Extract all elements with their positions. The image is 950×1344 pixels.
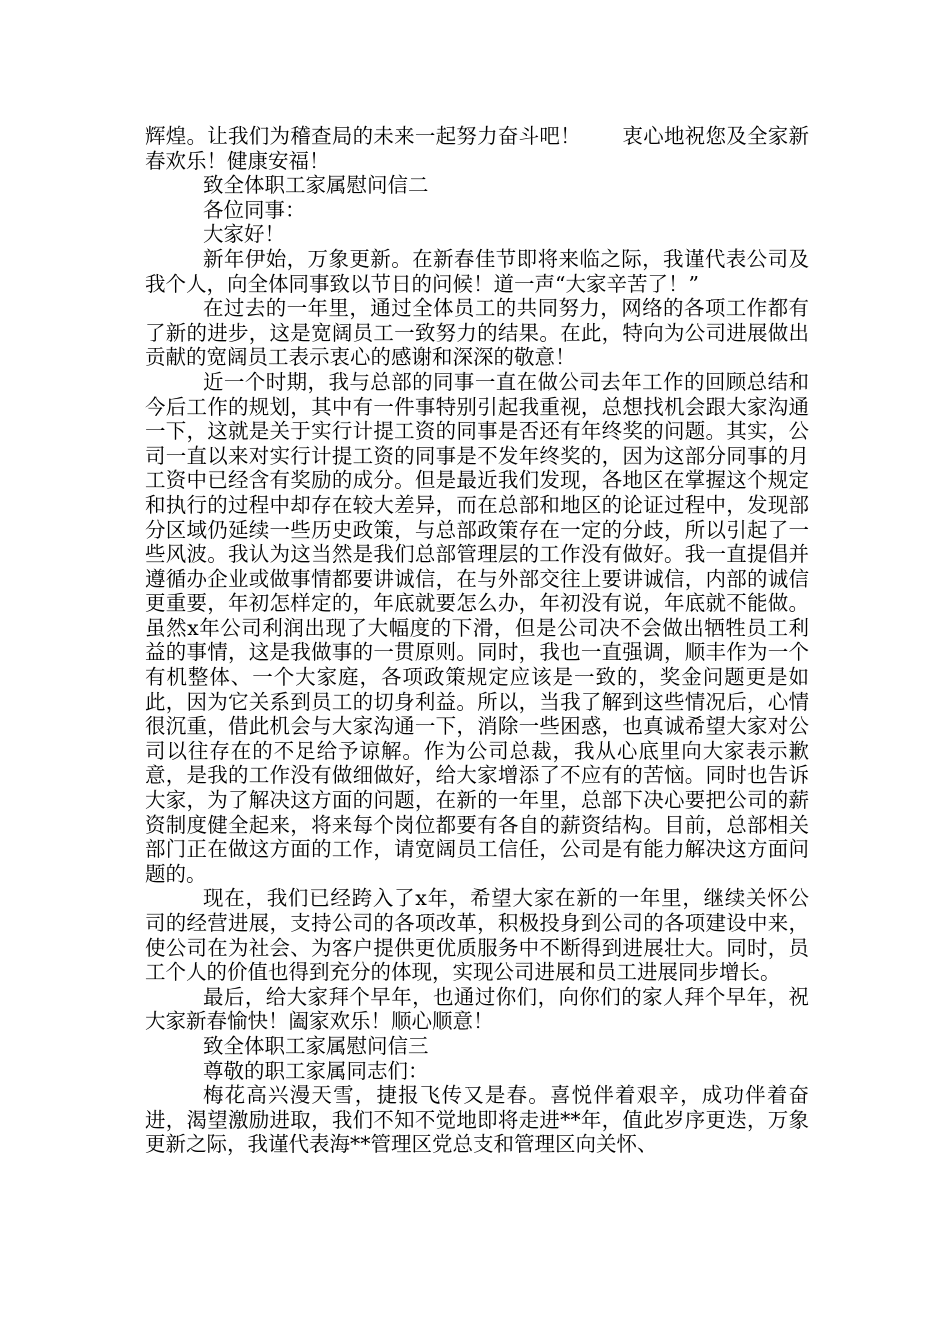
salutation: 尊敬的职工家属同志们： — [203, 1058, 429, 1083]
letter-title: 致全体职工家属慰问信三 — [203, 1033, 429, 1058]
body-paragraph: 近一个时期，我与总部的同事一直在做公司去年工作的回顾总结和今后工作的规划，其中有一件事特别引起我重视，总想找机会跟大家沟通一下，这就是关于实行计提工资的同事是否还有年终奖的问题。其实，公司一直以来对实行计提工资的同事是不发年终奖的，因为这部分同事的月工资中已经含有奖励的成分。但是最近我们发现，各地区在掌握这个规定和执行的过程中却存在较大差异，而在总部和地区的论证过程中，发现部分区域仍延续一些历史政策，与总部政策存在一定的分歧，所以引起了一些风波。我认为这当然是我们总部管理层的工作没有做好。我一直提倡并遵循办企业或做事情都要讲诚信，在与外部交往上要讲诚信，内部的诚信更重要，年初怎样定的，年底就要怎么办，年初没有说，年底就不能做。虽然x年公司利润出现了大幅度的下滑，但是公司决不会做出牺牲员工利益的事情，这是我做事的一贯原则。同时，我也一直强调，顺丰作为一个有机整体、一个大家庭，各项政策规定应该是一致的，奖金问题更是如此，因为它关系到员工的切身利益。所以，当我了解到这些情况后，心情很沉重，借此机会与大家沟通一下，消除一些困惑，也真诚希望大家对公司以往存在的不足给予谅解。作为公司总裁，我从心底里向大家表示歉意，是我的工作没有做细做好，给大家增添了不应有的苦恼。同时也告诉大家，为了解决这方面的问题，在新的一年里，总部下决心要把公司的薪资制度健全起来，将来每个岗位都要有各自的薪资结构。目前，总部相关部门正在做这方面的工作，请宽阔员工信任，公司是有能力解决这方面问题的。 — [145, 369, 809, 886]
letter-title: 致全体职工家属慰问信二 — [203, 173, 429, 198]
salutation: 各位同事： — [203, 197, 306, 222]
document-page — [145, 124, 809, 1157]
body-paragraph: 最后，给大家拜个早年，也通过你们，向你们的家人拜个早年，祝大家新春愉快！阖家欢乐！顺心顺意！ — [145, 984, 809, 1034]
body-paragraph: 梅花高兴漫天雪，捷报飞传又是春。喜悦伴着艰辛，成功伴着奋进，渴望激励进取，我们不知不觉地即将走进**年，值此岁序更迭，万象更新之际，我谨代表海**管理区党总支和管理区向关怀、 — [145, 1083, 809, 1157]
greeting: 大家好！ — [203, 222, 285, 247]
body-paragraph: 现在，我们已经跨入了x年，希望大家在新的一年里，继续关怀公司的经营进展，支持公司的各项改革，积极投身到公司的各项建设中来，使公司在为社会、为客户提供更优质服务中不断得到进展壮大。同时，员工个人的价值也得到充分的体现，实现公司进展和员工进展同步增长。 — [145, 886, 809, 985]
body-paragraph-continued: 辉煌。让我们为稽查局的未来一起努力奋斗吧！ 衷心地祝您及全家新春欢乐！健康安福！ — [145, 124, 809, 173]
body-paragraph: 新年伊始，万象更新。在新春佳节即将来临之际，我谨代表公司及我个人，向全体同事致以节日的问候！道一声“大家辛苦了！” — [145, 246, 809, 296]
body-paragraph: 在过去的一年里，通过全体员工的共同努力，网络的各项工作都有了新的进步，这是宽阔员工一致努力的结果。在此，特向为公司进展做出贡献的宽阔员工表示衷心的感谢和深深的敬意！ — [145, 296, 809, 370]
